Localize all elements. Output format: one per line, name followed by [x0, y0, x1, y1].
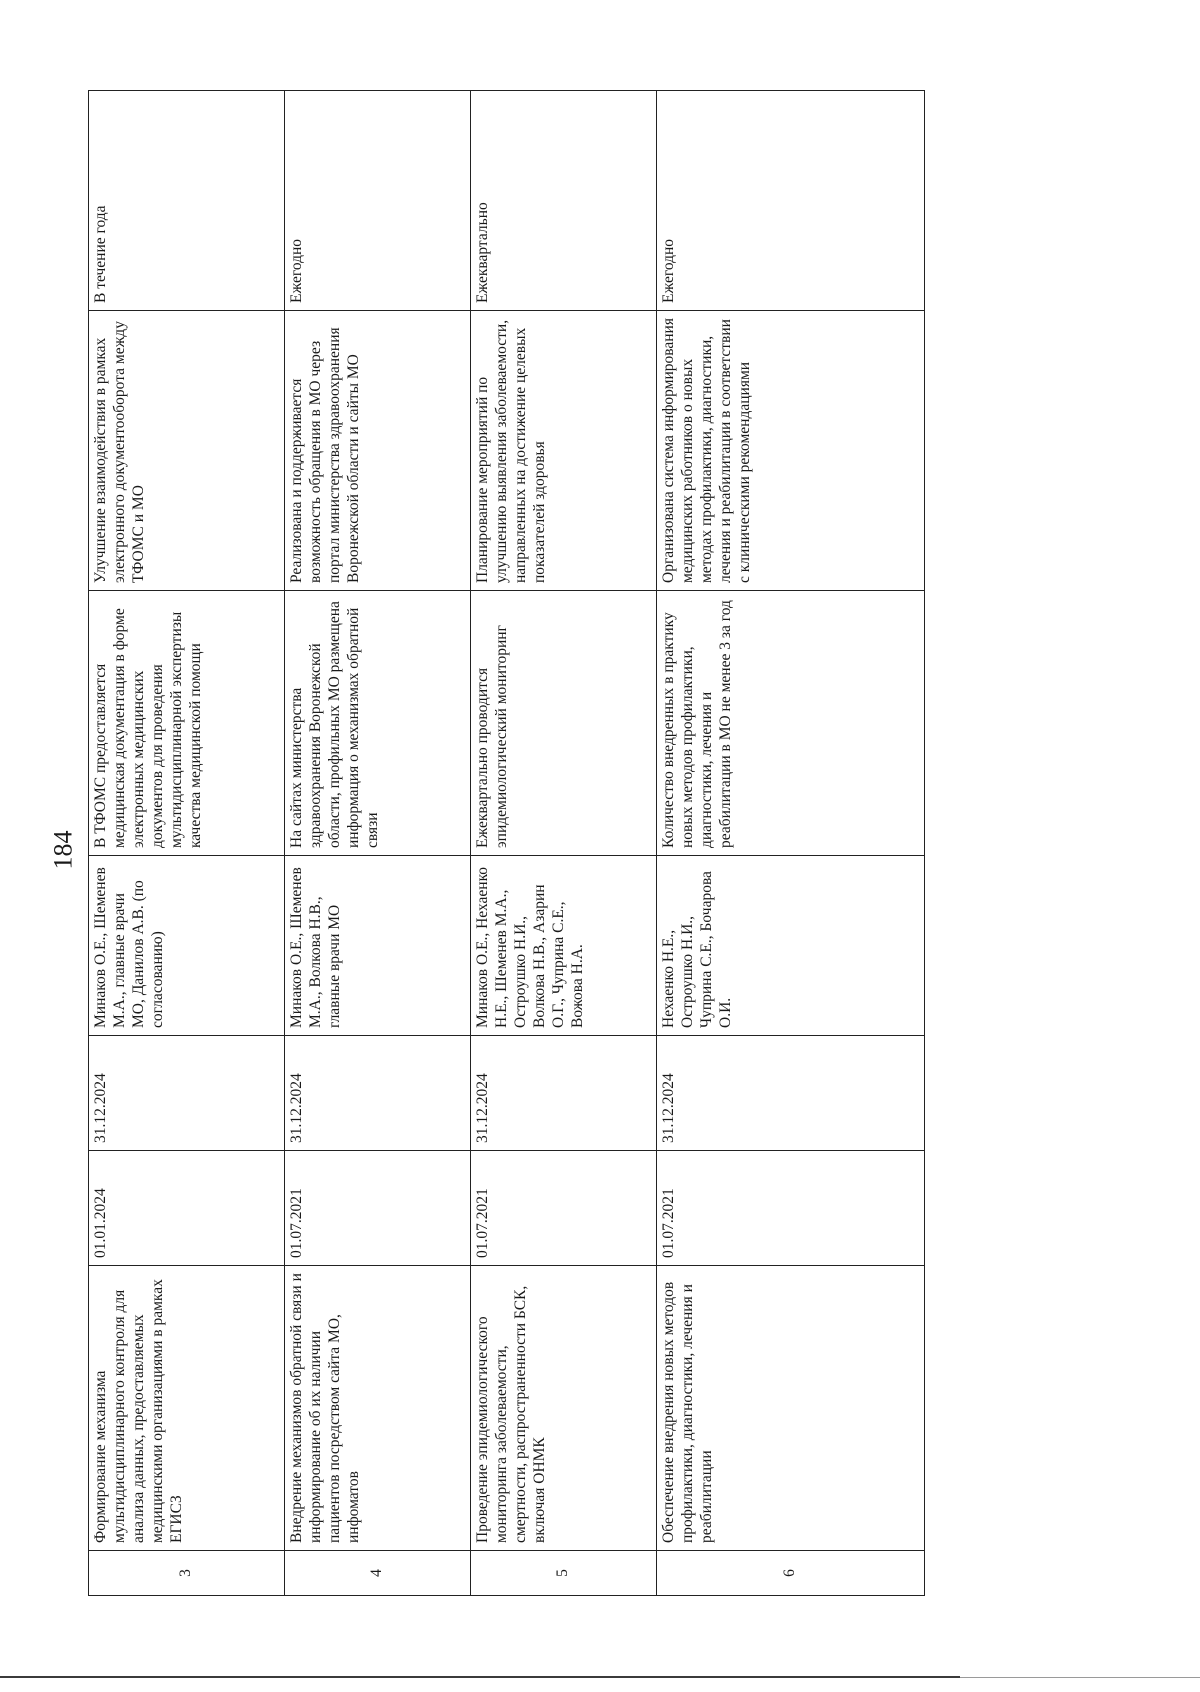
event-cell: Формирование механизма мультидисциплинарного контроля для анализа данных, предоставляемых медицинскими организациями в рамках ЕГИСЗ — [89, 1266, 285, 1551]
frequency-cell: Ежегодно — [657, 91, 925, 311]
end-date-cell: 31.12.2024 — [471, 1036, 657, 1151]
result-cell: Планирование мероприятий по улучшению выявления заболеваемости, направленных на достижение целевых показателей здоровья — [471, 311, 657, 591]
table-row — [471, 91, 657, 1596]
frequency-cell: Ежеквартально — [471, 91, 657, 311]
frequency-cell: В течение года — [89, 91, 285, 311]
indicator-cell: В ТФОМС предоставляется медицинская документация в форме электронных медицинских документов для проведения мультидисциплинарной экспертизы качества медицинской помощи — [89, 591, 285, 856]
event-cell: Проведение эпидемиологического мониторинга заболеваемости, смертности, распространенности БСК, включая ОНМК — [471, 1266, 657, 1551]
start-date-cell: 01.07.2021 — [471, 1151, 657, 1266]
event-cell: Обеспечение внедрения новых методов профилактики, диагностики, лечения и реабилитации — [657, 1266, 925, 1551]
row-number: 4 — [285, 1551, 471, 1596]
result-cell: Реализована и поддерживается возможность обращения в МО через портал министерства здравоохранения Воронежской области и сайты МО — [285, 311, 471, 591]
end-date-cell: 31.12.2024 — [285, 1036, 471, 1151]
start-date-cell: 01.07.2021 — [285, 1151, 471, 1266]
result-cell: Улучшение взаимодействия в рамках электронного документооборота между ТФОМС и МО — [89, 311, 285, 591]
indicator-cell: Ежеквартально проводится эпидемиологический мониторинг — [471, 591, 657, 856]
responsible-cell: Минаков О.Е., Шеменев М.А., Волкова Н.В., главные врачи МО — [285, 856, 471, 1036]
event-cell: Внедрение механизмов обратной связи и информирование об их наличии пациентов посредством сайта МО, инфоматов — [285, 1266, 471, 1551]
result-cell: Организована система информирования медицинских работников о новых методах профилактики, диагностики, лечения и реабилитации в соответствии с клиническими рекомендациями — [657, 311, 925, 591]
responsible-cell: Нехаенко Н.Е., Остроушко Н.И., Чуприна С.Е., Бочарова О.И. — [657, 856, 925, 1036]
scan-edge-line — [0, 1676, 960, 1678]
start-date-cell: 01.01.2024 — [89, 1151, 285, 1266]
table-row — [89, 91, 285, 1596]
page-number-text: 184 — [48, 830, 77, 870]
scan-edge-line-faint — [960, 1677, 1200, 1678]
table-row — [285, 91, 471, 1596]
page-number — [38, 825, 88, 875]
responsible-cell: Минаков О.Е., Нехаенко Н.Е., Шеменев М.А., Остроушко Н.И., Волкова Н.В., Азарин О.Г., Чуприна С.Е., Вожова Н.А. — [471, 856, 657, 1036]
indicator-cell: На сайтах министерства здравоохранения Воронежской области, профильных МО размещена информация о механизмах обратной связи — [285, 591, 471, 856]
start-date-cell: 01.07.2021 — [657, 1151, 925, 1266]
responsible-cell: Минаков О.Е., Шеменев М.А., главные врачи МО, Данилов А.В. (по согласованию) — [89, 856, 285, 1036]
rotated-table-wrapper — [88, 91, 924, 1596]
frequency-cell: Ежегодно — [285, 91, 471, 311]
row-number: 5 — [471, 1551, 657, 1596]
row-number: 6 — [657, 1551, 925, 1596]
row-number: 3 — [89, 1551, 285, 1596]
table-row — [657, 91, 925, 1596]
indicator-cell: Количество внедренных в практику новых методов профилактики, диагностики, лечения и реабилитации в МО не менее 3 за год — [657, 591, 925, 856]
end-date-cell: 31.12.2024 — [89, 1036, 285, 1151]
end-date-cell: 31.12.2024 — [657, 1036, 925, 1151]
plan-table — [88, 90, 925, 1596]
